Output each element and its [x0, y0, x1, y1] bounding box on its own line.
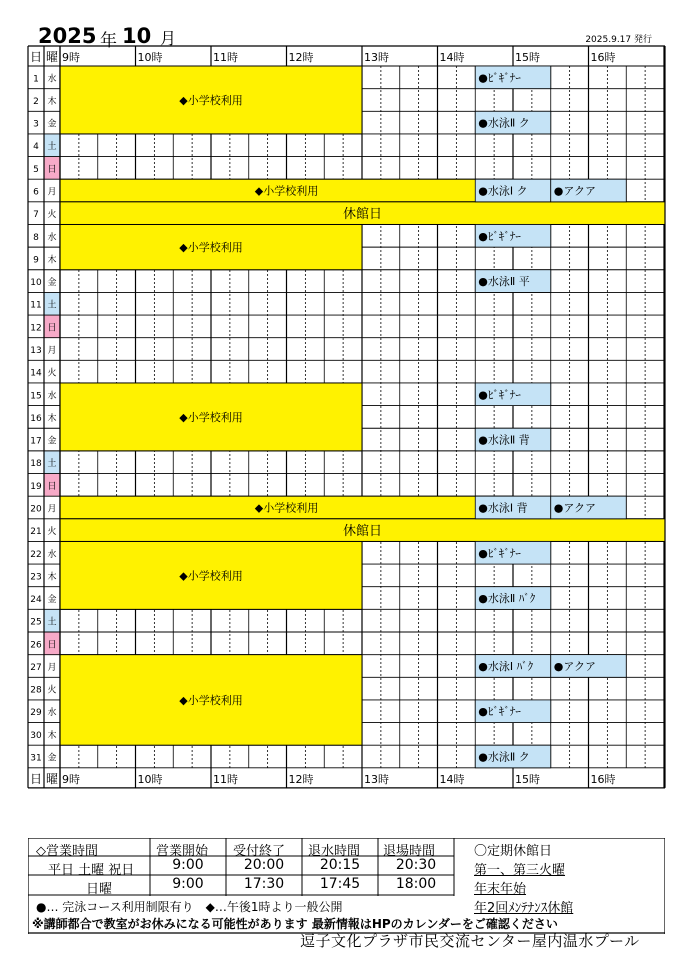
closure-title: 〇定期休館日 [474, 844, 553, 859]
day-number: 11 [30, 300, 42, 311]
info-section [28, 838, 665, 934]
calendar-year: 2025 [38, 24, 97, 48]
day-number: 12 [30, 323, 42, 334]
hours-sunday-exit-water: 17:45 [319, 876, 361, 892]
weekday-label: 水 [47, 708, 57, 719]
day-number: 13 [30, 346, 42, 356]
day-number: 27 [30, 662, 42, 673]
day-number: 7 [33, 210, 39, 221]
day-number: 30 [30, 730, 42, 741]
day-number: 1 [33, 74, 39, 85]
hour-header: 16時 [590, 772, 616, 786]
weekday-label: 土 [47, 142, 57, 153]
closed-day-label: 休館日 [342, 207, 383, 223]
lesson-label: ●水泳Ⅱ ク [478, 116, 530, 130]
weekday-label: 土 [47, 300, 57, 311]
month-suffix: 月 [160, 29, 177, 48]
weekday-label: 金 [47, 753, 57, 764]
day-number: 26 [30, 640, 42, 651]
weekday-label: 火 [47, 685, 57, 696]
weekday-label: 金 [47, 278, 57, 289]
day-number: 14 [30, 368, 42, 379]
year-suffix: 年 [100, 31, 117, 51]
hour-header: 12時 [288, 772, 314, 786]
weekday-label: 月 [47, 187, 57, 198]
hour-header: 11時 [213, 772, 238, 786]
day-number: 5 [33, 164, 39, 175]
day-number: 16 [30, 413, 42, 424]
facility-name: 逗子文化プラザ市民交流センター屋内温水プール [300, 932, 640, 950]
hours-sunday-reception: 17:30 [243, 876, 285, 892]
weekday-label: 日 [47, 640, 57, 651]
lesson-label: ●ﾋﾞｷﾞﾅｰ [478, 546, 521, 560]
day-number: 25 [30, 617, 42, 628]
hour-header: 14時 [439, 772, 465, 786]
closure-item-2: 年末年始 [474, 882, 527, 897]
lesson-label: ●水泳Ⅱ 平 [478, 275, 530, 289]
weekday-label: 木 [47, 572, 57, 583]
day-number: 31 [30, 753, 42, 764]
lesson-label: ●アクア [553, 659, 597, 673]
hours-header-exit-water: 退水時間 [308, 844, 361, 859]
calendar-month: 10 [122, 24, 152, 48]
weekday-label: 土 [47, 459, 57, 470]
hours-sunday-open: 9:00 [172, 876, 204, 892]
weekday-header: 曜 [45, 771, 59, 786]
closed-day-label: 休館日 [342, 524, 383, 540]
lesson-label: ●水泳Ⅱ ﾊﾞｸ [478, 592, 536, 606]
day-number: 17 [30, 436, 42, 447]
hours-header-open: 営業開始 [156, 844, 209, 859]
weekday-label: 日 [47, 481, 57, 492]
hour-header: 10時 [137, 51, 163, 64]
hours-table-lines [28, 838, 665, 934]
lesson-label: ●ﾋﾞｷﾞﾅｰ [478, 705, 521, 719]
weekday-header: 曜 [45, 50, 59, 64]
weekday-label: 火 [47, 527, 57, 538]
hour-header: 9時 [62, 51, 80, 64]
school-use-label: ◆小学校利用 [254, 501, 319, 515]
hours-header-reception: 受付終了 [233, 844, 286, 859]
lesson-label: ●水泳Ⅰ 背 [478, 501, 528, 515]
lesson-label: ●ﾋﾞｷﾞﾅｰ [478, 71, 521, 85]
hour-header: 13時 [364, 772, 389, 786]
weekday-label: 金 [47, 436, 57, 447]
weekday-label: 木 [47, 255, 57, 266]
weekday-label: 月 [47, 504, 57, 515]
school-use-label: ◆小学校利用 [179, 241, 243, 255]
hours-sunday-exit: 18:00 [395, 876, 437, 892]
hours-weekday-exit: 20:30 [395, 857, 437, 873]
day-number: 15 [30, 391, 42, 402]
day-number: 9 [33, 255, 39, 266]
hour-header: 15時 [515, 772, 540, 786]
hours-weekday-exit-water: 20:15 [319, 857, 361, 873]
lesson-label: ●ﾋﾞｷﾞﾅｰ [478, 388, 521, 402]
hours-title: ◇営業時間 [36, 844, 98, 859]
day-number: 21 [30, 527, 42, 538]
hours-header-exit: 退場時間 [383, 844, 436, 859]
weekday-label: 水 [47, 391, 57, 402]
day-number: 28 [30, 685, 42, 696]
lesson-label: ●水泳Ⅰ ク [478, 184, 528, 198]
weekday-label: 水 [47, 549, 57, 560]
warning-note: ※講師都合で教室がお休みになる可能性があります 最新情報はHPのカレンダーをご確認ください [32, 917, 558, 931]
lesson-label: ●水泳Ⅰ ﾊﾞｸ [478, 659, 534, 673]
hours-weekday-open: 9:00 [172, 857, 204, 873]
hour-header: 16時 [590, 51, 616, 64]
weekday-label: 月 [47, 662, 57, 673]
hour-header: 12時 [288, 51, 314, 64]
day-number: 20 [30, 504, 42, 515]
day-number: 10 [30, 278, 42, 289]
weekday-label: 金 [47, 595, 57, 606]
day-number: 4 [33, 142, 39, 153]
day-number: 24 [30, 595, 42, 606]
school-use-label: ◆小学校利用 [179, 569, 243, 583]
school-use-label: ◆小学校利用 [179, 693, 243, 707]
day-header: 日 [29, 771, 43, 786]
weekday-label: 木 [47, 96, 57, 107]
weekday-label: 木 [47, 730, 57, 741]
hour-header: 11時 [213, 51, 238, 64]
weekday-label: 水 [47, 232, 57, 243]
day-number: 6 [33, 187, 39, 198]
lesson-label: ●アクア [553, 501, 597, 515]
legend-notes: ●… 完泳コース利用制限有り ◆…午後1時より一般公開 [36, 900, 343, 914]
day-number: 19 [30, 481, 42, 492]
lesson-label: ●ﾋﾞｷﾞﾅｰ [478, 229, 521, 243]
day-number: 2 [33, 96, 39, 107]
weekday-label: 土 [47, 617, 57, 628]
lesson-label: ●アクア [553, 184, 597, 198]
weekday-label: 日 [47, 323, 57, 334]
weekday-label: 火 [47, 210, 57, 221]
hours-row-sunday-label: 日曜 [86, 882, 113, 897]
hours-weekday-reception: 20:00 [243, 857, 285, 873]
day-number: 22 [30, 549, 42, 560]
hour-header: 15時 [515, 51, 540, 64]
day-number: 8 [33, 232, 39, 243]
day-number: 18 [30, 459, 42, 470]
day-number: 3 [33, 119, 39, 130]
hour-header: 9時 [62, 772, 80, 786]
day-number: 23 [30, 572, 42, 583]
lesson-label: ●水泳Ⅱ ク [478, 750, 530, 764]
day-header: 日 [29, 50, 43, 64]
issue-date: 2025.9.17 発行 [585, 35, 652, 45]
closure-item-1: 第一、第三火曜 [474, 863, 566, 878]
lesson-label: ●水泳Ⅱ 背 [478, 433, 530, 447]
weekday-label: 日 [47, 164, 57, 175]
weekday-label: 月 [47, 346, 57, 356]
hour-header: 13時 [364, 51, 389, 64]
hour-header: 10時 [137, 772, 163, 786]
weekday-label: 木 [47, 413, 57, 424]
weekday-label: 火 [47, 368, 57, 379]
weekday-label: 水 [47, 74, 57, 85]
school-use-label: ◆小学校利用 [179, 93, 243, 107]
weekday-label: 金 [47, 119, 57, 130]
closure-item-3: 年2回ﾒﾝﾃﾅﾝｽ休館 [474, 901, 574, 916]
school-use-label: ◆小学校利用 [254, 184, 319, 198]
hours-row-weekday-label: 平日 土曜 祝日 [48, 863, 135, 878]
day-number: 29 [30, 708, 42, 719]
school-use-label: ◆小学校利用 [179, 410, 243, 424]
hour-header: 14時 [439, 51, 465, 64]
